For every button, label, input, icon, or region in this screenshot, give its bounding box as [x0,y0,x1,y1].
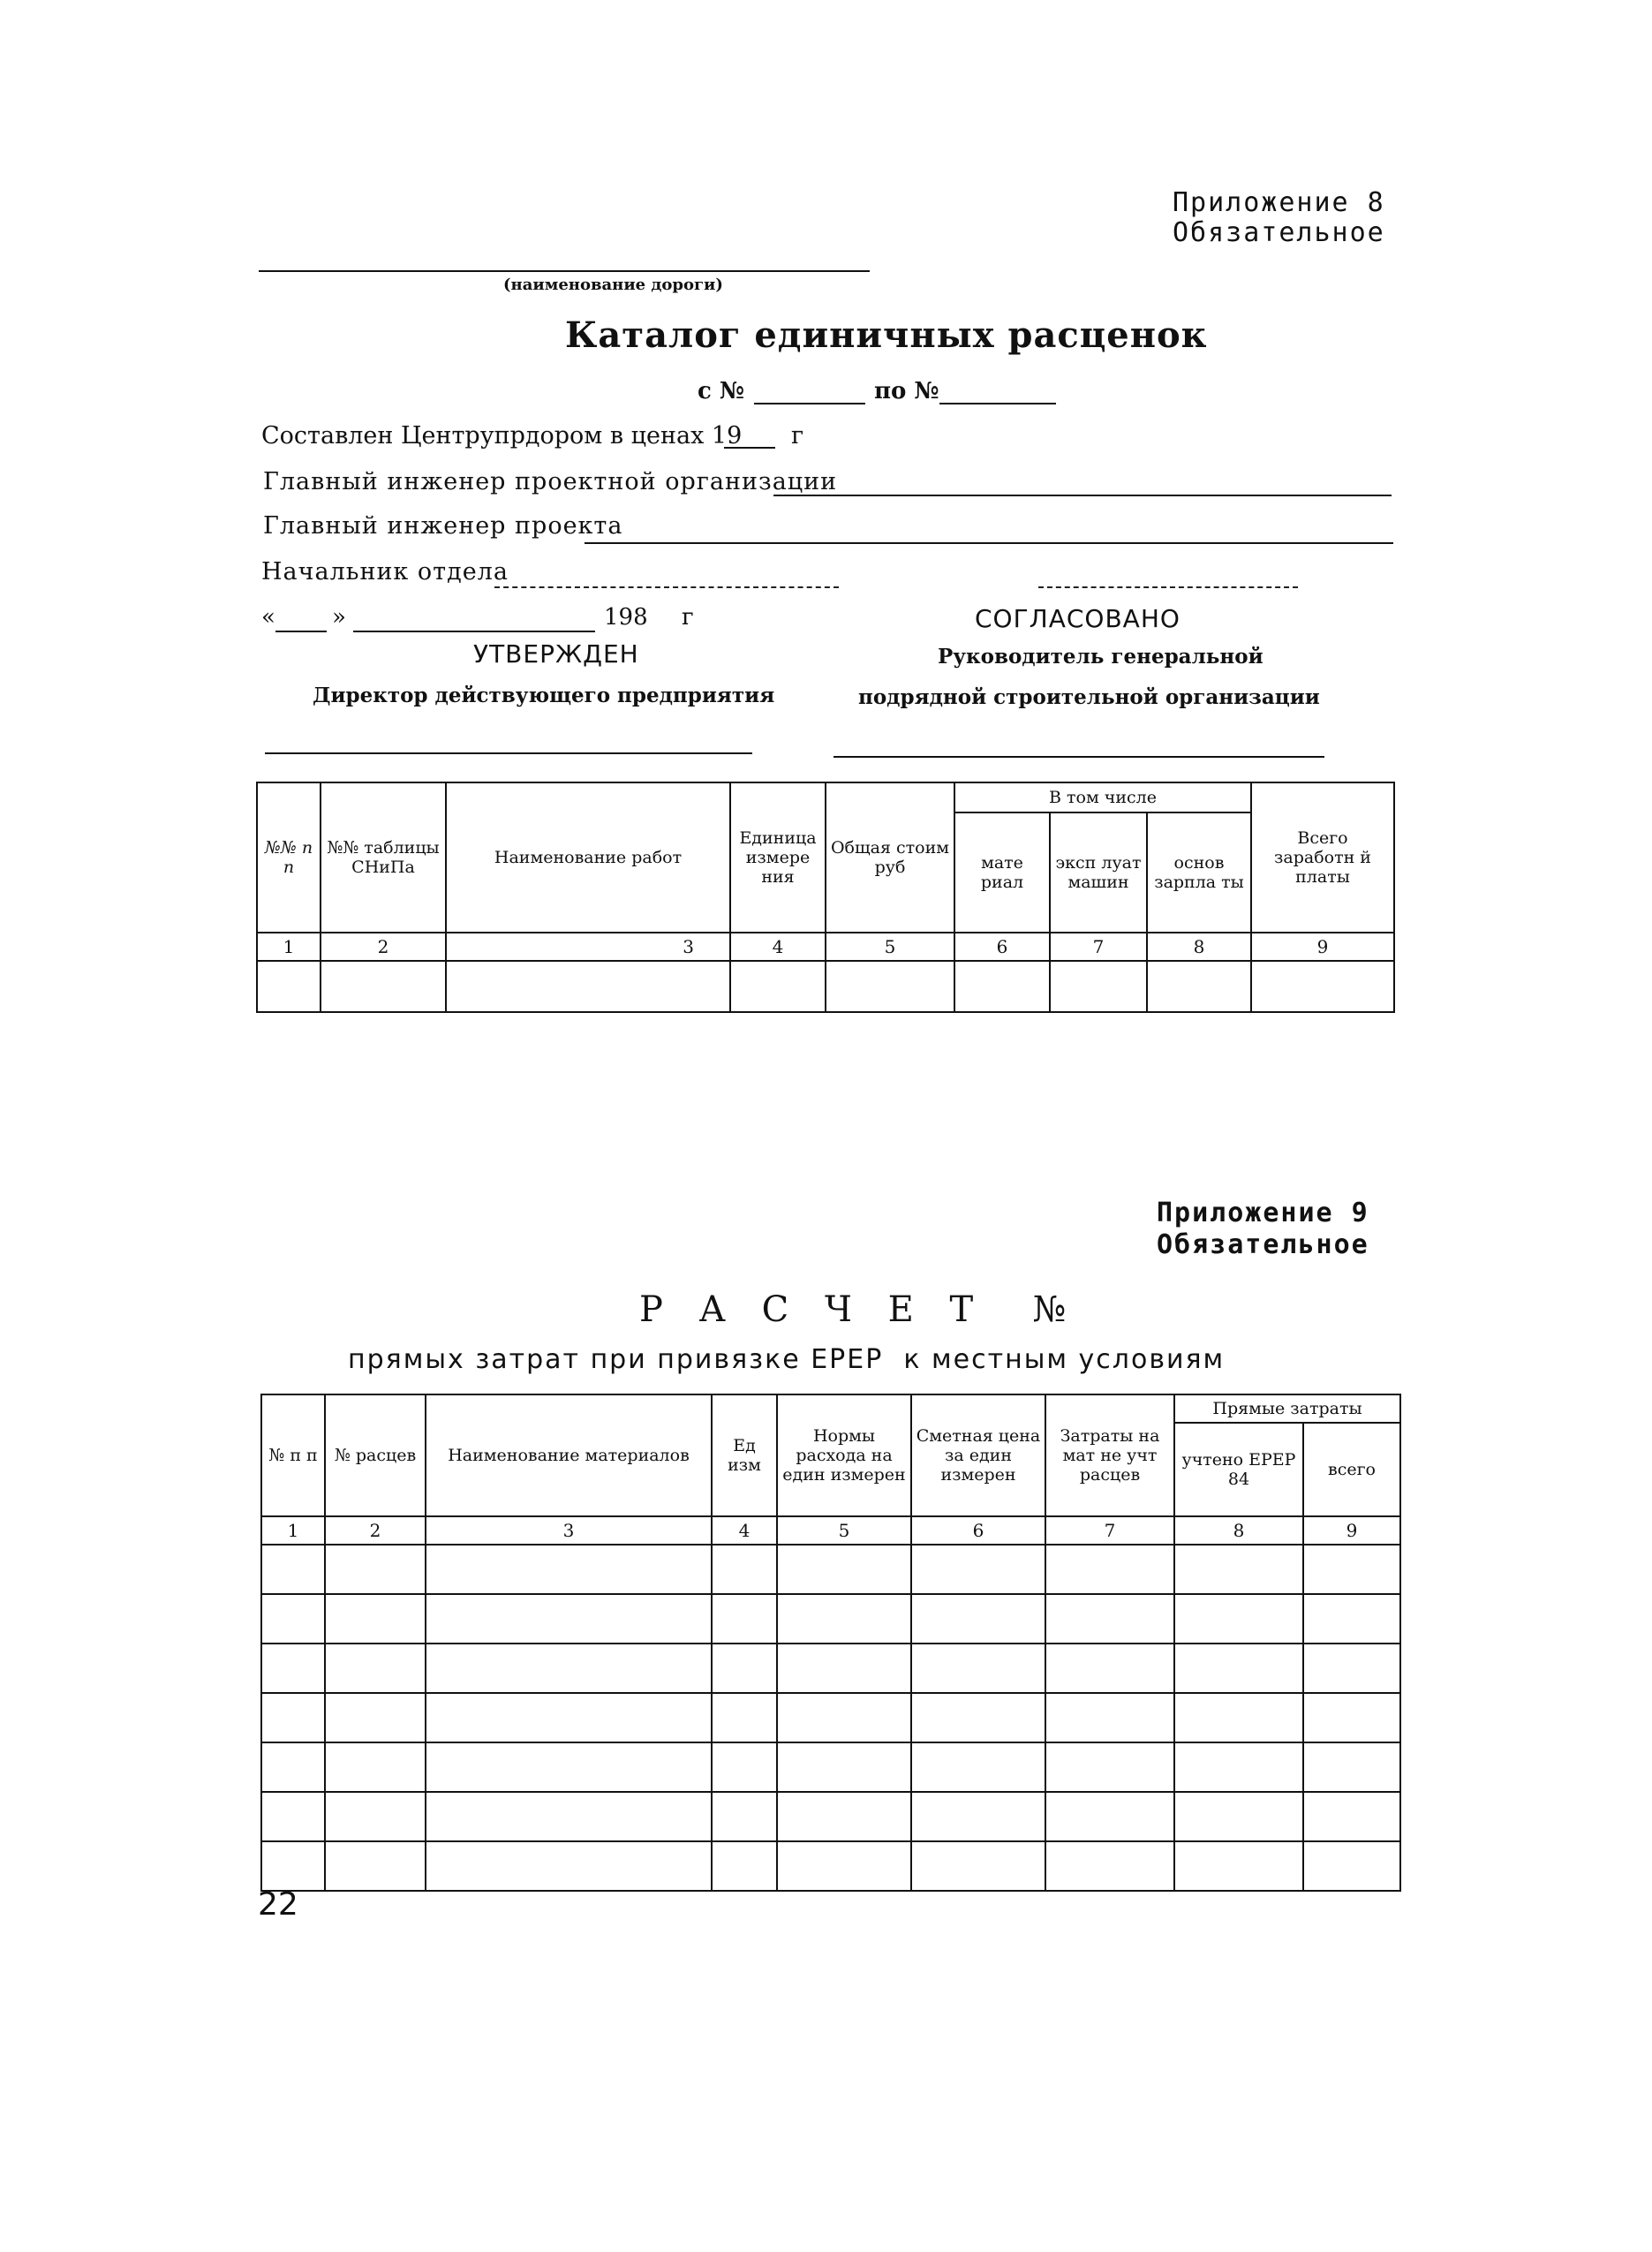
chief-engineer-org-field[interactable] [773,495,1392,496]
table-cell[interactable] [777,1594,911,1644]
table-cell[interactable] [426,1742,712,1792]
table-cell[interactable] [777,1545,911,1594]
table-cell[interactable] [1045,1644,1174,1693]
column-number: 9 [1251,933,1394,961]
table-cell[interactable] [1303,1693,1400,1742]
table-cell[interactable] [712,1841,777,1891]
table-cell[interactable] [1174,1742,1303,1792]
column-number: 7 [1050,933,1147,961]
table-cell[interactable] [261,1841,325,1891]
header-accounted-erer: учтено ЕРЕР 84 [1174,1423,1303,1516]
table-cell[interactable] [1174,1792,1303,1841]
table-cell[interactable] [325,1594,426,1644]
column-number: 6 [954,933,1050,961]
table-cell[interactable] [1303,1644,1400,1693]
catalog-title: Каталог единичных расценок [565,314,1208,356]
date-quote-close: » [332,604,346,631]
table-cell[interactable] [1050,961,1147,1012]
dept-head-signature-field[interactable] [1038,586,1298,588]
contractor-org-label: подрядной строительной организации [858,685,1320,709]
range-from-label: с № [698,378,745,404]
range-to-field[interactable] [939,403,1056,404]
range-to-label: по № [874,378,939,404]
dept-head-label: Начальник отдела [261,558,509,586]
calculation-subtitle: прямых затрат при привязке ЕРЕР к местным условиям [348,1344,1226,1375]
table-row [261,1693,1400,1742]
catalog-table [256,782,1395,1013]
table-cell[interactable] [954,961,1050,1012]
table-cell[interactable] [712,1644,777,1693]
table-cell[interactable] [261,1792,325,1841]
table-row [261,1841,1400,1891]
table-row [261,1545,1400,1594]
header-estimated-price: Сметная цена за един измерен [911,1394,1045,1516]
header-unaccounted-costs: Затраты на мат не учт расцев [1045,1394,1174,1516]
header-including: В том числе [954,782,1251,812]
table-cell[interactable] [1045,1742,1174,1792]
table-cell[interactable] [325,1742,426,1792]
appendix8-label: Приложение 8 [1173,187,1385,218]
table-cell[interactable] [1251,961,1394,1012]
table-cell[interactable] [911,1594,1045,1644]
table-cell[interactable] [261,1742,325,1792]
table-cell[interactable] [325,1841,426,1891]
header-row-number: № п п [261,1394,325,1516]
date-day-field[interactable] [275,631,327,632]
column-number: 6 [911,1516,1045,1545]
table-cell[interactable] [446,961,730,1012]
table-row [261,1594,1400,1644]
agreed-heading: СОГЛАСОВАНО [975,604,1181,633]
table-cell[interactable] [712,1693,777,1742]
appendix8-status: Обязательное [1173,217,1385,248]
date-suffix: г [682,604,694,631]
header-row-number: №№ п п [257,782,321,933]
header-base-wages: основ зарпла ты [1147,812,1251,933]
contractor-signature-field[interactable] [834,756,1324,758]
approved-heading: УТВЕРЖДЕН [473,639,639,669]
date-year: 198 [604,604,648,631]
table-cell[interactable] [426,1644,712,1693]
chief-engineer-proj-field[interactable] [585,542,1393,544]
range-from-field[interactable] [754,403,865,404]
table-cell[interactable] [911,1841,1045,1891]
column-number: 3 [426,1516,712,1545]
column-number: 4 [712,1516,777,1545]
table-cell[interactable] [261,1693,325,1742]
table-cell[interactable] [730,961,826,1012]
header-snip-table: №№ таблицы СНиПа [321,782,446,933]
compiled-year-field[interactable] [724,447,775,449]
table-cell[interactable] [1045,1693,1174,1742]
table-cell[interactable] [911,1644,1045,1693]
table-row [261,1792,1400,1841]
header-total-cost: Общая стоим руб [826,782,954,933]
header-consumption-norms: Нормы расхода на един измерен [777,1394,911,1516]
table-cell[interactable] [261,1644,325,1693]
header-material-name: Наименование материалов [426,1394,712,1516]
table-cell[interactable] [777,1693,911,1742]
date-month-field[interactable] [353,631,595,632]
appendix9-label: Приложение 9 [1157,1198,1369,1228]
column-number: 9 [1303,1516,1400,1545]
director-signature-field[interactable] [265,752,752,754]
table-row [257,961,1394,1012]
table-cell[interactable] [826,961,954,1012]
table-cell[interactable] [257,961,321,1012]
table-cell[interactable] [712,1742,777,1792]
table-cell[interactable] [325,1693,426,1742]
table-cell[interactable] [426,1693,712,1742]
table-cell[interactable] [325,1545,426,1594]
table-cell[interactable] [712,1545,777,1594]
table-cell[interactable] [712,1594,777,1644]
compiled-suffix: г [791,422,804,450]
table-cell[interactable] [1147,961,1251,1012]
table-cell[interactable] [1174,1841,1303,1891]
date-quote-open: « [261,604,275,631]
table-cell[interactable] [426,1594,712,1644]
header-total: всего [1303,1423,1400,1516]
header-work-name: Наименование работ [446,782,730,933]
table-cell[interactable] [426,1545,712,1594]
calculation-title: Р А С Ч Е Т № [639,1289,1079,1330]
page-number: 22 [258,1886,298,1923]
chief-engineer-proj-label: Главный инженер проекта [263,512,623,540]
table-cell[interactable] [1174,1545,1303,1594]
header-total-wages: Всего заработн й платы [1251,782,1394,933]
table-cell[interactable] [777,1841,911,1891]
head-contractor-label: Руководитель генеральной [938,645,1264,669]
compiled-label: Составлен Центрупрдором в ценах 19 [261,422,743,450]
table-cell[interactable] [1303,1742,1400,1792]
table-cell[interactable] [325,1644,426,1693]
column-number: 4 [730,933,826,961]
table-cell[interactable] [1303,1841,1400,1891]
column-number: 2 [321,933,446,961]
table-cell[interactable] [1045,1545,1174,1594]
table-cell[interactable] [911,1742,1045,1792]
road-name-caption: (наименование дороги) [503,276,723,294]
column-number: 5 [777,1516,911,1545]
column-number: 8 [1147,933,1251,961]
table-cell[interactable] [1174,1594,1303,1644]
column-number: 1 [261,1516,325,1545]
header-direct-costs: Прямые затраты [1174,1394,1400,1423]
table-cell[interactable] [1303,1594,1400,1644]
table-row [261,1644,1400,1693]
header-rate-number: № расцев [325,1394,426,1516]
table-cell[interactable] [261,1545,325,1594]
column-number: 2 [325,1516,426,1545]
table-cell[interactable] [426,1792,712,1841]
table-cell[interactable] [911,1792,1045,1841]
table-cell[interactable] [777,1792,911,1841]
table-cell[interactable] [712,1792,777,1841]
header-materials: мате риал [954,812,1050,933]
column-number: 1 [257,933,321,961]
chief-engineer-org-label: Главный инженер проектной организации [263,468,838,495]
header-unit: Единица измере ния [730,782,826,933]
table-cell[interactable] [777,1742,911,1792]
table-cell[interactable] [261,1594,325,1644]
table-cell[interactable] [1303,1792,1400,1841]
road-name-line [259,270,870,272]
table-cell[interactable] [1174,1693,1303,1742]
direct-costs-table [260,1394,1401,1892]
table-cell[interactable] [777,1644,911,1693]
dept-head-field[interactable] [494,586,839,588]
director-label: Директор действующего предприятия [313,684,775,707]
table-cell[interactable] [325,1792,426,1841]
table-cell[interactable] [1045,1594,1174,1644]
table-cell[interactable] [426,1841,712,1891]
table-cell[interactable] [911,1545,1045,1594]
column-number: 3 [446,933,730,961]
table-cell[interactable] [911,1693,1045,1742]
table-cell[interactable] [1174,1644,1303,1693]
table-cell[interactable] [1045,1841,1174,1891]
header-machine-operation: эксп луат машин [1050,812,1147,933]
header-unit: Ед изм [712,1394,777,1516]
table-row [261,1742,1400,1792]
column-number: 5 [826,933,954,961]
table-cell[interactable] [1303,1545,1400,1594]
column-number: 7 [1045,1516,1174,1545]
appendix9-status: Обязательное [1157,1229,1369,1260]
column-number: 8 [1174,1516,1303,1545]
table-cell[interactable] [321,961,446,1012]
table-cell[interactable] [1045,1792,1174,1841]
